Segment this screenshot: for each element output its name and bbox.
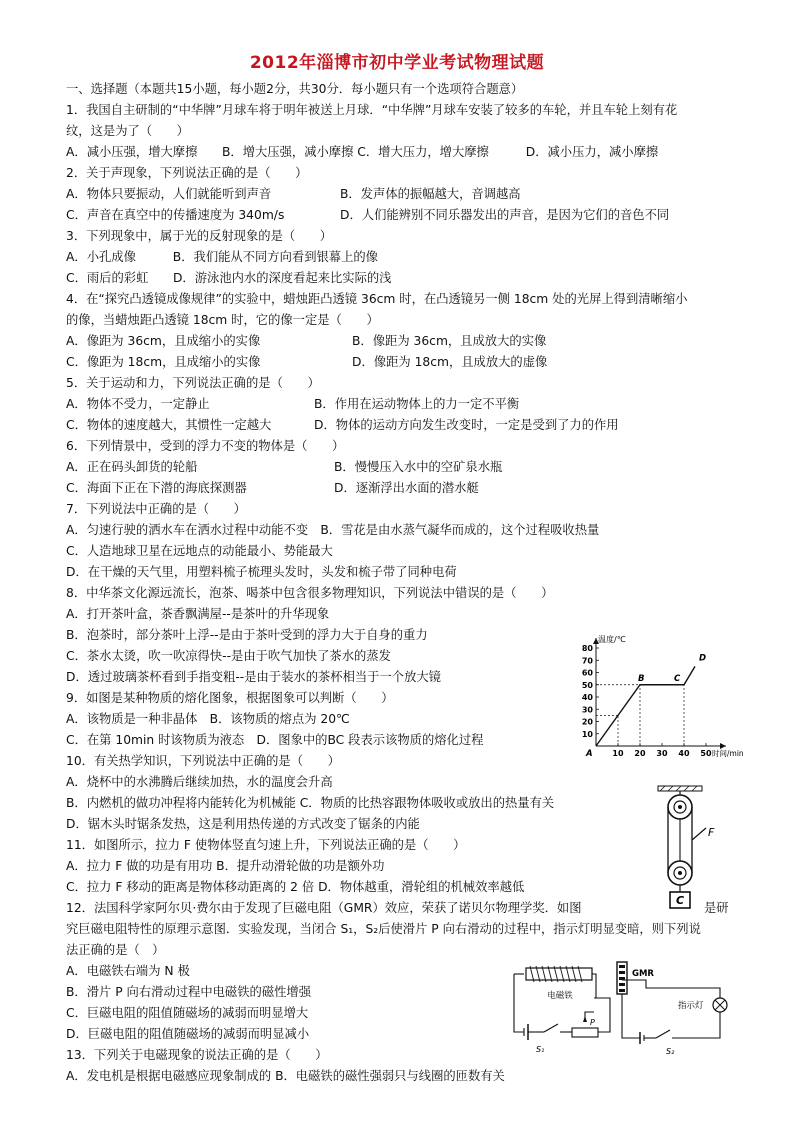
y-axis-label: 温度/℃ bbox=[598, 635, 626, 644]
q5-option-b: B．作用在运动物体上的力一定不平衡 bbox=[314, 397, 520, 411]
q9-options-ab: A．该物质是一种非晶体 B．该物质的熔点为 20℃ bbox=[66, 712, 350, 726]
q4-stem-line1: 4．在“探究凸透镜成像规律”的实验中，蜡烛距凸透镜 36cm 时，在凸透镜另一侧 18cm 处的光屏上得到清晰缩小 bbox=[66, 292, 688, 306]
q13-options-ab: A．发电机是根据电磁感应现象制成的 B．电磁铁的磁性强弱只与线圈的匝数有关 bbox=[66, 1069, 505, 1083]
y-tick-label: 70 bbox=[581, 656, 593, 666]
gmr-label: GMR bbox=[632, 969, 654, 979]
y-tick-label: 80 bbox=[581, 644, 593, 653]
q10-option-a: A．烧杯中的水沸腾后继续加热，水的温度会升高 bbox=[66, 775, 333, 789]
q1-stem-line2: 纹，这是为了（ ） bbox=[66, 124, 189, 138]
q12-option-b: B．滑片 P 向右滑动过程中电磁铁的磁性增强 bbox=[66, 985, 312, 999]
q8-option-d: D．透过玻璃茶杯看到手指变粗--是由于装水的茶杯相当于一个放大镜 bbox=[66, 670, 441, 684]
weight-label: C bbox=[675, 894, 685, 907]
exam-title: 2012年淄博市初中学业考试物理试题 bbox=[249, 53, 545, 73]
y-tick-label: 60 bbox=[581, 668, 593, 678]
q5-stem: 5．关于运动和力，下列说法正确的是（ ） bbox=[66, 376, 320, 390]
q8-option-b: B．泡茶时，部分茶叶上浮--是由于茶叶受到的浮力大于自身的重力 bbox=[66, 628, 428, 642]
q9-options-cd: C．在第 10min 时该物质为液态 D．图象中的BC 段表示该物质的熔化过程 bbox=[66, 733, 484, 747]
q4-option-a: A．像距为 36cm，且成缩小的实像 bbox=[66, 334, 261, 348]
point-label-a: A bbox=[586, 749, 593, 759]
gmr-circuit-diagram bbox=[506, 960, 730, 1060]
q12-stem-line1-end: 是研 bbox=[704, 901, 729, 915]
electromagnet-label: 电磁铁 bbox=[547, 991, 573, 1001]
q10-stem: 10．有关热学知识，下列说法中正确的是（ ） bbox=[66, 754, 340, 768]
q7-option-d: D．在干燥的天气里，用塑料梳子梳理头发时，头发和梳子带了同种电荷 bbox=[66, 565, 457, 579]
q6-option-a: A．正在码头卸货的轮船 bbox=[66, 460, 198, 474]
q12-stem-line3: 法正确的是（ ） bbox=[66, 943, 165, 957]
q4-option-c: C．像距为 18cm，且成缩小的实像 bbox=[66, 355, 261, 369]
q3-options-cd: C．雨后的彩虹 D．游泳池内水的深度看起来比实际的浅 bbox=[66, 271, 392, 285]
melting-curve-chart bbox=[572, 628, 744, 759]
lamp-label: 指示灯 bbox=[678, 1001, 704, 1011]
q2-stem: 2．关于声现象，下列说法正确的是（ ） bbox=[66, 166, 308, 180]
q12-option-a: A．电磁铁右端为 N 极 bbox=[66, 964, 190, 978]
electromagnet-core bbox=[526, 968, 592, 980]
x-tick-label: 20 bbox=[634, 749, 646, 758]
y-tick-label: 50 bbox=[581, 680, 593, 690]
q3-options-ab: A．小孔成像 B．我们能从不同方向看到银幕上的像 bbox=[66, 250, 378, 264]
x-tick-label: 10 bbox=[612, 749, 624, 758]
q12-option-d: D．巨磁电阻的阻值随磁场的减弱而明显减小 bbox=[66, 1027, 310, 1041]
q7-option-c: C．人造地球卫星在远地点的动能最小、势能最大 bbox=[66, 544, 333, 558]
q12-option-c: C．巨磁电阻的阻值随磁场的减弱而明显增大 bbox=[66, 1006, 309, 1020]
point-label-d: D bbox=[699, 653, 707, 664]
q4-stem-line2: 的像，当蜡烛距凸透镜 18cm 时，它的像一定是（ ） bbox=[66, 313, 379, 327]
q13-stem: 13．下列关于电磁现象的说法正确的是（ ） bbox=[66, 1048, 328, 1062]
switch-s2-label: S₂ bbox=[666, 1047, 675, 1056]
q7-options-ab: A．匀速行驶的洒水车在洒水过程中动能不变 B．雪花是由水蒸气凝华而成的，这个过程吸收热量 bbox=[66, 523, 600, 537]
pulley-diagram bbox=[648, 786, 724, 914]
y-tick-label: 40 bbox=[581, 693, 593, 702]
force-label: F bbox=[708, 826, 715, 839]
q11-stem: 11．如图所示，拉力 F 使物体竖直匀速上升，下列说法正确的是（ ） bbox=[66, 838, 466, 852]
q7-stem: 7．下列说法中正确的是（ ） bbox=[66, 502, 246, 516]
q5-option-d: D．物体的运动方向发生改变时，一定是受到了力的作用 bbox=[314, 418, 619, 432]
q2-option-c: C．声音在真空中的传播速度为 340m/s bbox=[66, 208, 285, 222]
q4-option-d: D．像距为 18cm，且成放大的虚像 bbox=[352, 355, 548, 369]
q6-option-d: D．逐渐浮出水面的潜水艇 bbox=[334, 481, 479, 495]
x-tick-label: 30 bbox=[656, 749, 668, 758]
q11-options-cd: C．拉力 F 移动的距离是物体移动距离的 2 倍 D．物体越重，滑轮组的机械效率越低 bbox=[66, 880, 525, 894]
switch-s1-label: S₁ bbox=[536, 1045, 545, 1054]
q2-option-d: D．人们能辨别不同乐器发出的声音，是因为它们的音色不同 bbox=[340, 208, 670, 222]
q1-stem-line1: 1．我国自主研制的“中华牌”月球车将于明年被送上月球．“中华牌”月球车安装了较多的车轮，并且车轮上刻有花 bbox=[66, 103, 678, 117]
pull-rope bbox=[692, 828, 706, 840]
q6-option-b: B．慢慢压入水中的空矿泉水瓶 bbox=[334, 460, 503, 474]
section-heading: 一、选择题（本题共15小题，每小题2分，共30分．每小题只有一个选项符合题意） bbox=[66, 82, 524, 96]
q3-stem: 3．下列现象中，属于光的反射现象的是（ ） bbox=[66, 229, 333, 243]
q11-options-ab: A．拉力 F 做的功是有用功 B．提升动滑轮做的功是额外功 bbox=[66, 859, 385, 873]
q6-option-c: C．海面下正在下潜的海底探测器 bbox=[66, 481, 247, 495]
y-tick-label: 30 bbox=[581, 705, 593, 715]
point-label-b: B bbox=[638, 673, 645, 684]
q8-stem: 8．中华茶文化源远流长，泡茶、喝茶中包含很多物理知识，下列说法中错误的是（ ） bbox=[66, 586, 554, 600]
q5-option-c: C．物体的速度越大，其惯性一定越大 bbox=[66, 418, 272, 432]
q8-option-a: A．打开茶叶盒，茶香飘满屋--是茶叶的升华现象 bbox=[66, 607, 330, 621]
q12-stem-line1: 12．法国科学家阿尔贝·费尔由于发现了巨磁电阻（GMR）效应，荣获了诺贝尔物理学奖．如图 bbox=[66, 901, 582, 915]
y-tick-label: 20 bbox=[581, 717, 593, 727]
q10-options-bc: B．内燃机的做功冲程将内能转化为机械能 C．物质的比热容跟物体吸收或放出的热量有关 bbox=[66, 796, 555, 810]
slider-label: P bbox=[590, 1018, 595, 1027]
point-label-c: C bbox=[674, 673, 681, 684]
q5-option-a: A．物体不受力，一定静止 bbox=[66, 397, 210, 411]
q2-option-b: B．发声体的振幅越大，音调越高 bbox=[340, 187, 521, 201]
q10-option-d: D．锯木头时锯条发热，这是利用热传递的方式改变了锯条的内能 bbox=[66, 817, 420, 831]
x-tick-label: 50 bbox=[700, 749, 712, 758]
q4-option-b: B．像距为 36cm，且成放大的实像 bbox=[352, 334, 547, 348]
q1-options: A．减小压强，增大摩擦 B．增大压强，减小摩擦 C．增大压力，增大摩擦 D．减小压力，减小摩擦 bbox=[66, 145, 659, 159]
q12-stem-line2: 究巨磁电阻特性的原理示意图．实验发现，当闭合 S₁，S₂后使滑片 P 向右滑动的过程中，指示灯明显变暗，则下列说 bbox=[66, 922, 701, 936]
y-tick-label: 10 bbox=[581, 729, 593, 739]
q6-stem: 6．下列情景中，受到的浮力不变的物体是（ ） bbox=[66, 439, 345, 453]
x-tick-label: 40 bbox=[678, 749, 690, 758]
x-axis-label: 时间/min bbox=[712, 749, 744, 758]
q9-stem: 9．如图是某种物质的熔化图象，根据图象可以判断（ ） bbox=[66, 691, 394, 705]
q2-option-a: A．物体只要振动，人们就能听到声音 bbox=[66, 187, 272, 201]
q8-option-c: C．茶水太烫，吹一吹凉得快--是由于吹气加快了茶水的蒸发 bbox=[66, 649, 391, 663]
